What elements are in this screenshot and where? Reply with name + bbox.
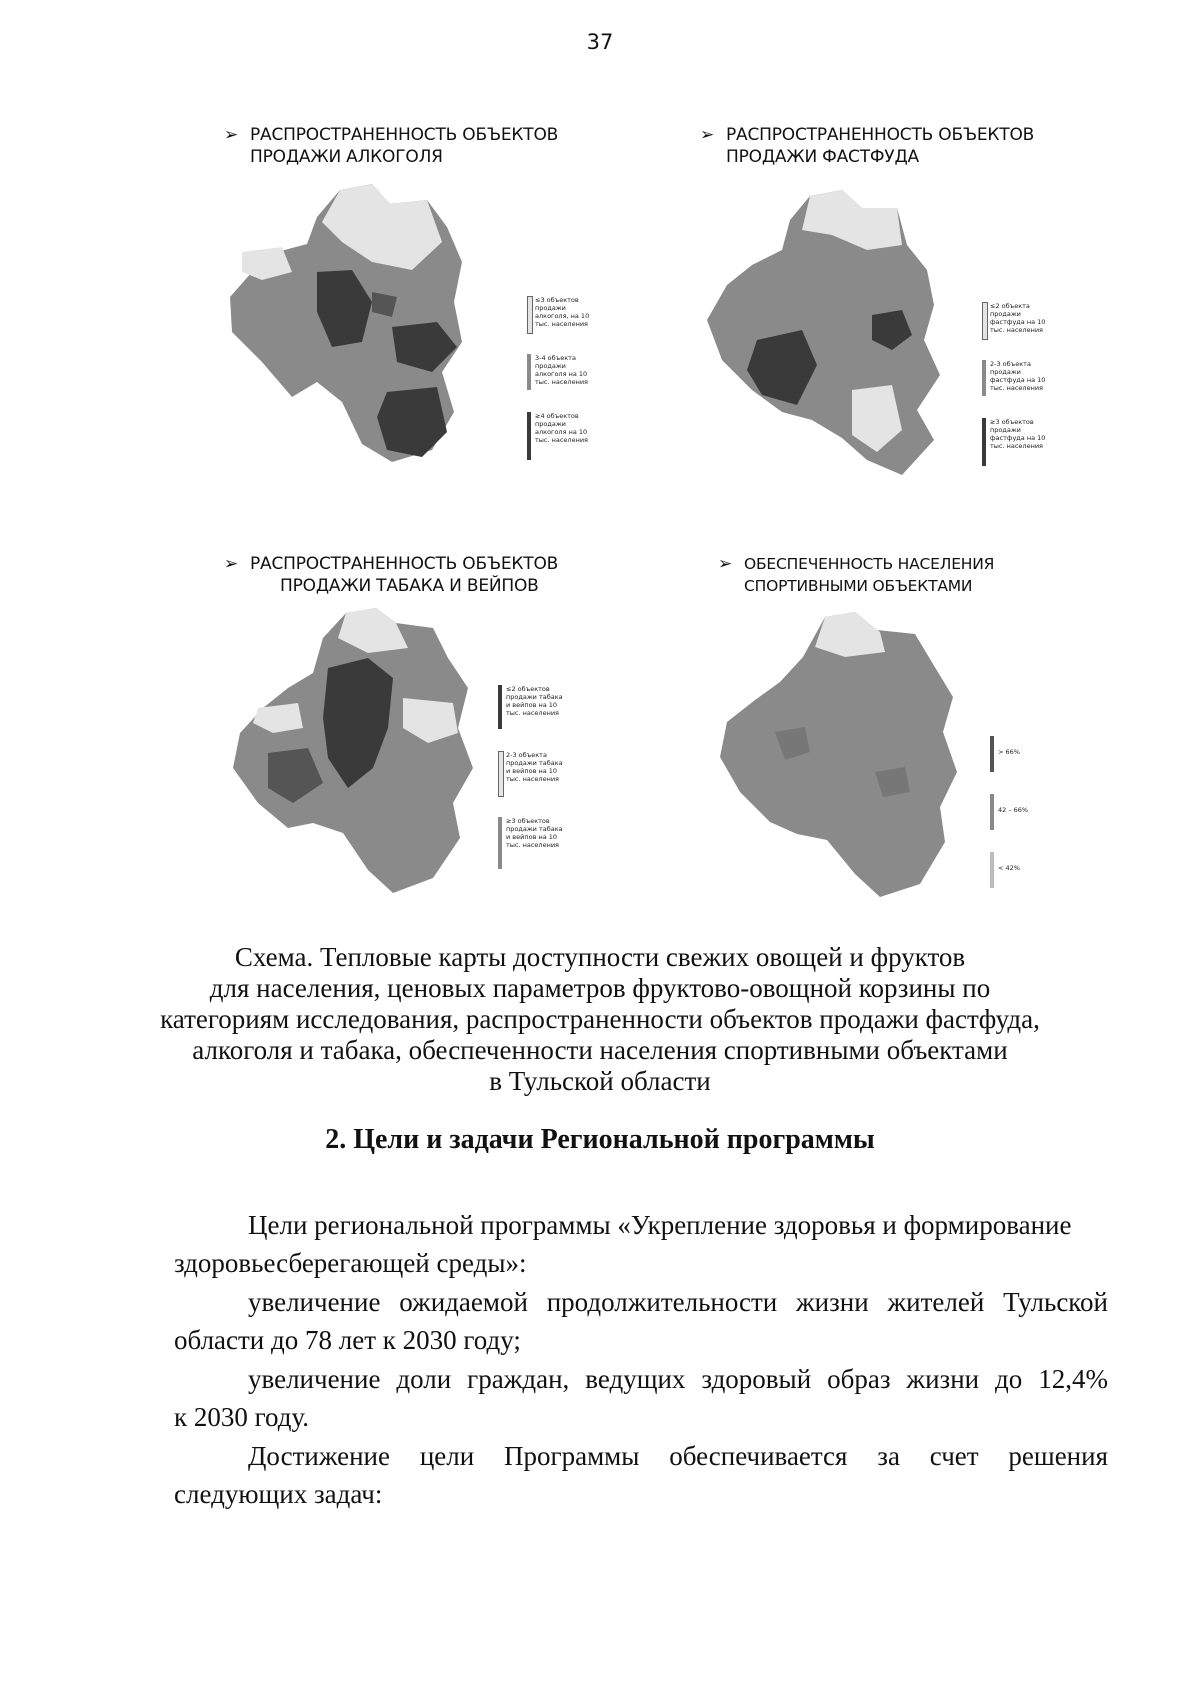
legend-item: 3-4 объекта продажи алкоголя на 10 тыс. населения	[527, 354, 597, 386]
figure-caption	[140, 942, 1060, 1097]
arrow-icon: ➢	[224, 554, 239, 574]
caption-line: Схема. Тепловые карты доступности свежих овощей и фруктов	[234, 942, 966, 972]
legend-item: ≥3 объектов продажи табака и вейпов на 10 тыс. населения	[498, 817, 568, 849]
legend-item: < 42%	[990, 852, 1060, 872]
legend-item: ≤3 объектов продажи алкоголя, на 10 тыс. населения	[527, 296, 597, 328]
paragraph-line: Достижение цели Программы обеспечивается за счет решения	[248, 1441, 1108, 1471]
caption-line: в Тульской области	[489, 1066, 711, 1096]
panel-title-line: РАСПРОСТРАНЕННОСТЬ ОБЪЕКТОВ	[250, 125, 559, 145]
panel-title-line: СПОРТИВНЫМИ ОБЪЕКТАМИ	[744, 577, 973, 595]
panel-title-line: ПРОДАЖИ АЛКОГОЛЯ	[250, 147, 443, 167]
panel-title-fastfood	[700, 124, 1034, 168]
panel-title-line: ОБЕСПЕЧЕННОСТЬ НАСЕЛЕНИЯ	[744, 555, 995, 573]
section-heading: 2. Цели и задачи Региональной программы	[325, 1124, 875, 1155]
heatmap-sport	[715, 612, 990, 902]
legend-item: 2-3 объекта продажи фастфуда на 10 тыс. населения	[982, 360, 1052, 392]
arrow-icon: ➢	[718, 554, 733, 574]
caption-line: алкоголя и табака, обеспеченности населения спортивными объектами	[192, 1035, 1008, 1065]
paragraph-line: Цели региональной программы «Укрепление здоровья и формирование	[248, 1210, 1072, 1240]
panel-title-line: ПРОДАЖИ ФАСТФУДА	[726, 147, 919, 167]
legend-item: 2-3 объекта продажи табака и вейпов на 10 тыс. населения	[498, 751, 568, 783]
legend-item: > 66%	[990, 736, 1060, 756]
panel-title-line: РАСПРОСТРАНЕННОСТЬ ОБЪЕКТОВ	[726, 125, 1035, 145]
arrow-icon: ➢	[700, 125, 715, 145]
heatmap-fastfood	[702, 190, 972, 480]
legend-item: ≤2 объекта продажи фастфуда на 10 тыс. населения	[982, 302, 1052, 334]
paragraph-goal-life-expectancy	[174, 1283, 1108, 1359]
paragraph-line: области до 78 лет к 2030 году;	[174, 1325, 521, 1355]
paragraph-line: увеличение ожидаемой продолжительности жизни жителей Тульской	[248, 1287, 1108, 1317]
caption-line: категориям исследования, распространенности объектов продажи фастфуда,	[160, 1004, 1040, 1034]
legend-item: 42 – 66%	[990, 794, 1060, 814]
paragraph-line: следующих задач:	[174, 1479, 383, 1509]
arrow-icon: ➢	[224, 125, 239, 145]
paragraph-goals-intro	[174, 1206, 1108, 1282]
heatmap-tobacco	[228, 608, 498, 898]
paragraph-tasks-intro	[174, 1437, 1108, 1513]
paragraph-line: к 2030 году.	[174, 1402, 310, 1432]
panel-title-line: ПРОДАЖИ ТАБАКА И ВЕЙПОВ	[280, 576, 539, 596]
panel-title-line: РАСПРОСТРАНЕННОСТЬ ОБЪЕКТОВ	[250, 554, 559, 574]
panel-title-alcohol	[224, 124, 558, 168]
paragraph-line: здоровьесберегающей среды»:	[174, 1248, 527, 1278]
page-number: 37	[586, 30, 614, 54]
paragraph-goal-healthy-lifestyle	[174, 1360, 1108, 1436]
panel-title-sport	[718, 553, 994, 597]
legend-item: ≥4 объектов продажи алкоголя на 10 тыс. населения	[527, 412, 597, 444]
heatmap-alcohol	[222, 182, 522, 472]
paragraph-line: увеличение доли граждан, ведущих здоровый образ жизни до 12,4%	[248, 1364, 1108, 1394]
legend-item: ≥3 объектов продажи фастфуда на 10 тыс. населения	[982, 418, 1052, 450]
caption-line: для населения, ценовых параметров фруктово-овощной корзины по	[209, 973, 991, 1003]
panel-title-tobacco	[224, 553, 558, 597]
legend-item: ≤2 объектов продажи табака и вейпов на 10 тыс. населения	[498, 685, 568, 717]
